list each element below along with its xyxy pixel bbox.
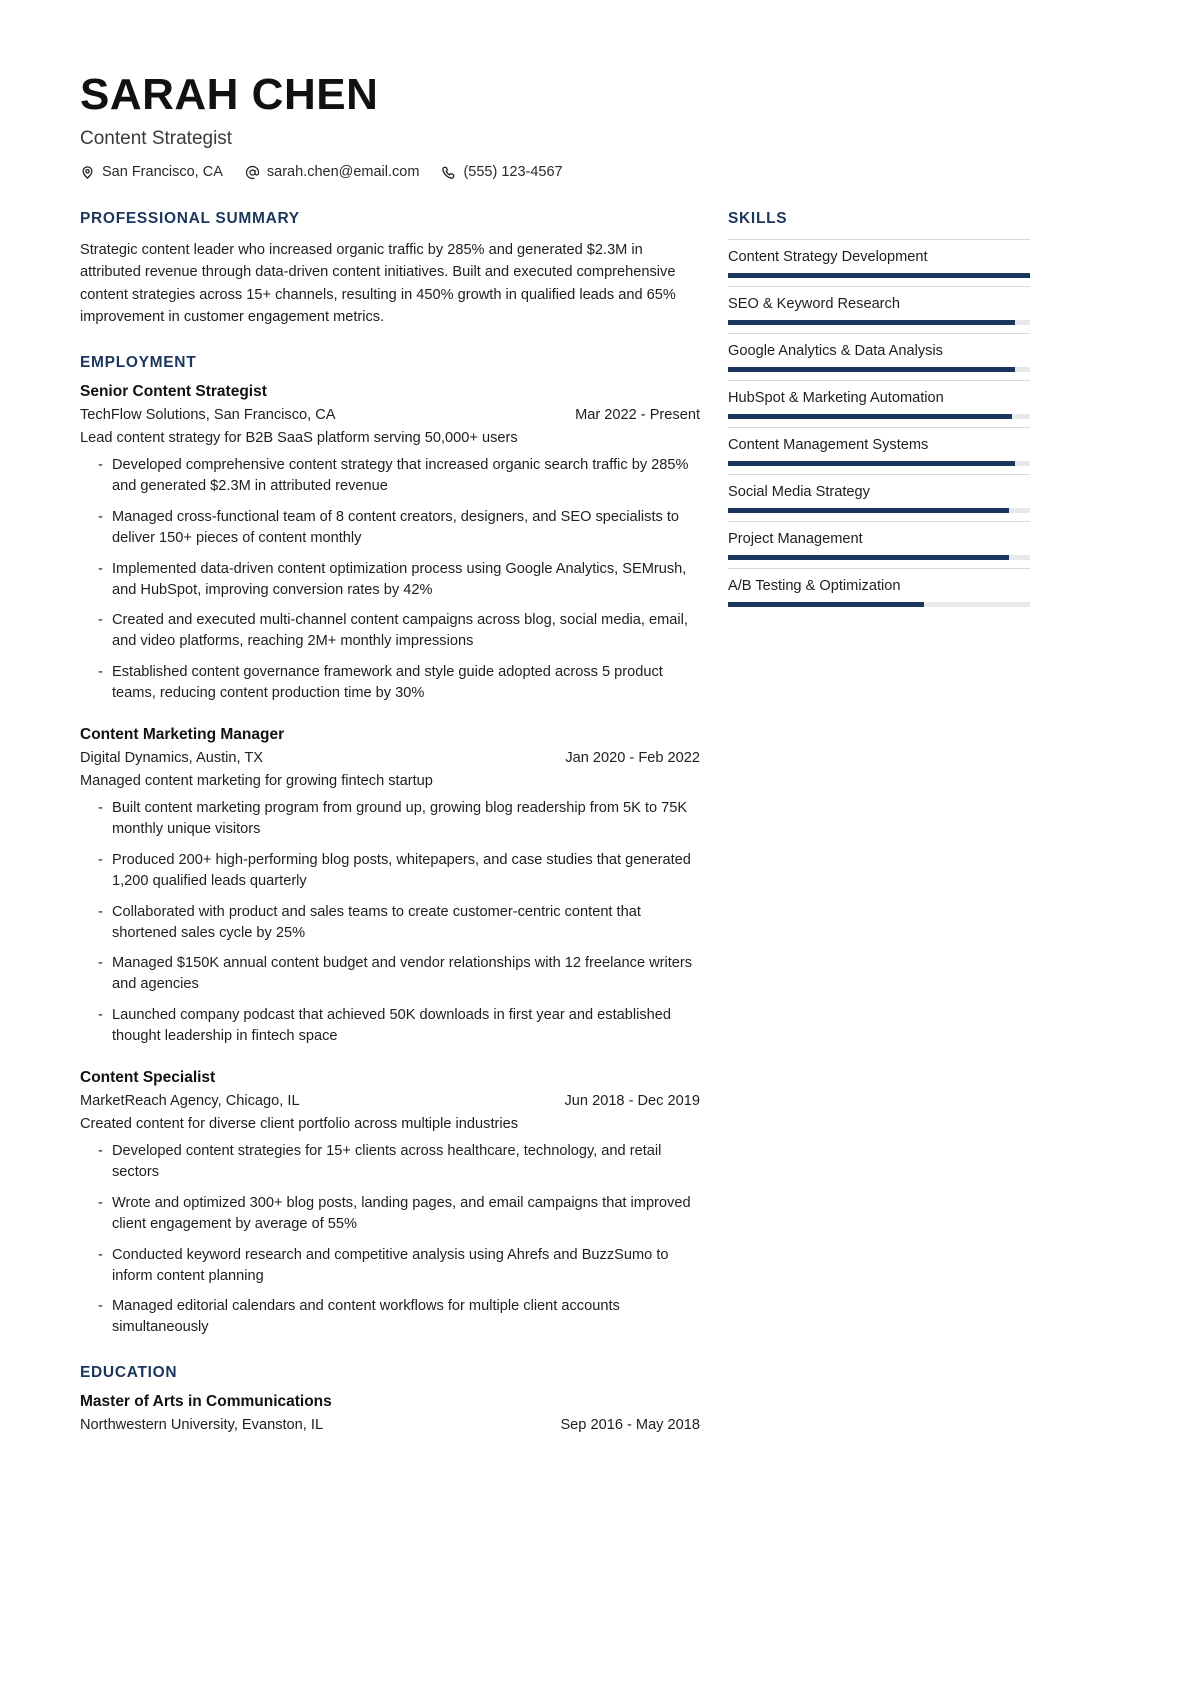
job-dates: Jun 2018 - Dec 2019: [564, 1092, 700, 1109]
education-entry: [80, 1393, 700, 1433]
job-bullet: - Developed comprehensive content strategy that increased organic search traffic by 285% and generated $2.3M in attributed revenue: [80, 455, 700, 497]
employment-entry: [80, 1069, 700, 1338]
skill-label: Content Management Systems: [728, 427, 1030, 461]
skill-item: [728, 286, 1030, 325]
job-bullets: [80, 1141, 700, 1338]
sidebar-column: [728, 210, 1030, 633]
skill-bar-fill: [728, 320, 1015, 325]
skill-item: [728, 333, 1030, 372]
section-education: [80, 1364, 700, 1433]
resume-header: [80, 72, 1030, 180]
job-dates: Mar 2022 - Present: [575, 406, 700, 423]
skill-label: HubSpot & Marketing Automation: [728, 380, 1030, 414]
skill-item: [728, 568, 1030, 607]
contact-email-text: sarah.chen@email.com: [266, 164, 420, 181]
section-professional-summary: [80, 210, 700, 328]
resume-body: [80, 210, 1030, 1459]
job-bullet: - Built content marketing program from ground up, growing blog readership from 5K to 75K monthly unique visitors: [80, 798, 700, 840]
job-bullet: - Launched company podcast that achieved 50K downloads in first year and established thought leadership in fintech space: [80, 1005, 700, 1047]
job-meta: [80, 750, 700, 766]
contact-email[interactable]: [245, 164, 420, 180]
skill-bar-track: [728, 555, 1030, 560]
job-bullet: - Produced 200+ high-performing blog posts, whitepapers, and case studies that generated 1,200 qualified leads quarterly: [80, 850, 700, 892]
skill-item: [728, 380, 1030, 419]
skill-bar-track: [728, 414, 1030, 419]
skill-bar-track: [728, 461, 1030, 466]
skill-bar-fill: [728, 602, 924, 607]
contact-location: [80, 164, 223, 180]
job-meta: [80, 407, 700, 423]
job-dates: Jan 2020 - Feb 2022: [565, 749, 700, 766]
main-column: [80, 210, 700, 1459]
education-dates: Sep 2016 - May 2018: [560, 1417, 700, 1434]
skill-label: SEO & Keyword Research: [728, 286, 1030, 320]
job-bullet: - Wrote and optimized 300+ blog posts, landing pages, and email campaigns that improved client engagement by average of 55%: [80, 1193, 700, 1235]
skill-bar-fill: [728, 414, 1012, 419]
job-company: MarketReach Agency, Chicago, IL: [80, 1092, 300, 1109]
job-bullet: - Implemented data-driven content optimization process using Google Analytics, SEMrush, and HubSpot, improving conversion rates by 42%: [80, 559, 700, 601]
education-meta: [80, 1417, 700, 1433]
skill-bar-fill: [728, 273, 1030, 278]
skill-label: Social Media Strategy: [728, 474, 1030, 508]
job-bullets: [80, 455, 700, 704]
job-meta: [80, 1093, 700, 1109]
skill-bar-track: [728, 508, 1030, 513]
phone-icon: [441, 165, 456, 180]
email-at-icon: [245, 165, 260, 180]
candidate-job-title: Content Strategist: [80, 128, 233, 150]
job-bullet: - Created and executed multi-channel content campaigns across blog, social media, email, and video platforms, reaching 2M+ monthly impressions: [80, 610, 700, 652]
skill-label: Google Analytics & Data Analysis: [728, 333, 1030, 367]
job-bullet: - Conducted keyword research and competitive analysis using Ahrefs and BuzzSumo to inform content planning: [80, 1245, 700, 1287]
skill-bar-fill: [728, 508, 1009, 513]
contact-phone[interactable]: [441, 164, 562, 180]
job-description: Created content for diverse client portfolio across multiple industries: [80, 1115, 519, 1132]
skill-bar-track: [728, 602, 1030, 607]
contact-phone-text: (555) 123-4567: [463, 164, 563, 181]
job-bullet: - Managed editorial calendars and content workflows for multiple client accounts simultaneously: [80, 1296, 700, 1338]
job-bullet: - Managed cross-functional team of 8 content creators, designers, and SEO specialists to deliver 150+ pieces of content monthly: [80, 507, 700, 549]
skill-bar-track: [728, 273, 1030, 278]
section-employment: [80, 354, 700, 1338]
contact-row: [80, 164, 1030, 180]
job-description: Managed content marketing for growing fintech startup: [80, 772, 433, 789]
job-company: TechFlow Solutions, San Francisco, CA: [80, 406, 336, 423]
skill-item: [728, 521, 1030, 560]
skill-item: [728, 474, 1030, 513]
section-skills: [728, 210, 1030, 607]
job-role: Senior Content Strategist: [80, 382, 267, 400]
skill-bar-fill: [728, 555, 1009, 560]
location-pin-icon: [80, 165, 95, 180]
employment-entry: [80, 383, 700, 704]
job-bullet: - Collaborated with product and sales teams to create customer-centric content that shortened sales cycle by 25%: [80, 902, 700, 944]
skill-label: Content Strategy Development: [728, 239, 1030, 273]
education-degree: Master of Arts in Communications: [80, 1393, 332, 1411]
skill-bar-track: [728, 367, 1030, 372]
skills-heading: SKILLS: [728, 210, 788, 228]
job-role: Content Specialist: [80, 1068, 216, 1086]
education-school: Northwestern University, Evanston, IL: [80, 1417, 324, 1434]
employment-entry: [80, 726, 700, 1047]
job-role: Content Marketing Manager: [80, 725, 285, 743]
skill-bar-track: [728, 320, 1030, 325]
job-description: Lead content strategy for B2B SaaS platform serving 50,000+ users: [80, 429, 518, 446]
skill-label: Project Management: [728, 521, 1030, 555]
summary-heading: PROFESSIONAL SUMMARY: [80, 210, 300, 228]
job-bullet: - Developed content strategies for 15+ clients across healthcare, technology, and retail sectors: [80, 1141, 700, 1183]
skill-bar-fill: [728, 461, 1015, 466]
skill-bar-fill: [728, 367, 1015, 372]
job-bullet: - Established content governance framework and style guide adopted across 5 product teams, reducing content production time by 30%: [80, 662, 700, 704]
job-bullets: [80, 798, 700, 1047]
skill-item: [728, 427, 1030, 466]
summary-text: Strategic content leader who increased organic traffic by 285% and generated $2.3M in attributed revenue through data-driven content initiatives. Built and executed comprehensive content strategies across 15+ channels, resulting in 450% growth in qualified leads and 65% improvement in customer engagement metrics.: [80, 242, 676, 325]
skill-label: A/B Testing & Optimization: [728, 568, 1030, 602]
employment-heading: EMPLOYMENT: [80, 353, 197, 371]
contact-location-text: San Francisco, CA: [102, 164, 223, 181]
job-bullet: - Managed $150K annual content budget and vendor relationships with 12 freelance writers and agencies: [80, 953, 700, 995]
skill-item: [728, 239, 1030, 278]
job-company: Digital Dynamics, Austin, TX: [80, 749, 264, 766]
candidate-name: SARAH CHEN: [80, 70, 379, 119]
education-heading: EDUCATION: [80, 1364, 178, 1382]
